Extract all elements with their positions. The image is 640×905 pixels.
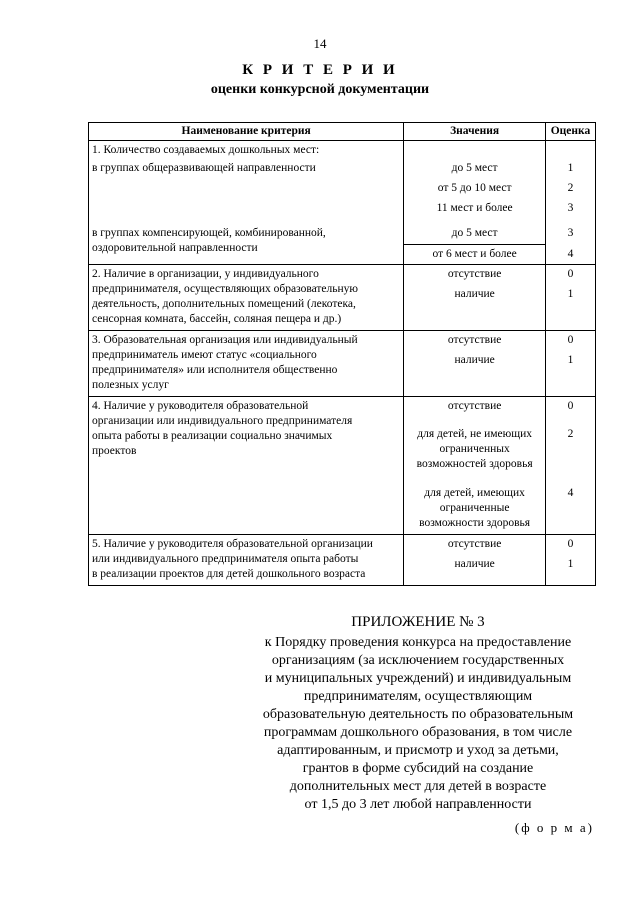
criterion-line: в группах компенсирующей, комбинированной, <box>92 227 326 239</box>
criterion-line: в реализации проектов для детей дошкольного возраста <box>92 568 366 580</box>
criterion-cell <box>89 535 404 586</box>
appendix-line: от 1,5 до 3 лет любой направленности <box>304 797 532 812</box>
criterion-cell <box>89 331 404 397</box>
criterion-line: проектов <box>92 445 137 457</box>
criterion-line: в группах общеразвивающей направленности <box>92 162 316 174</box>
score-item: 2 <box>567 182 574 194</box>
spacer <box>407 472 542 486</box>
score-cell <box>546 535 596 586</box>
criteria-table <box>88 122 596 586</box>
header-values: Значения <box>404 123 546 141</box>
value-item: возможности здоровья <box>419 517 531 529</box>
values-cell <box>404 224 546 265</box>
value-item: наличие <box>454 558 495 570</box>
score-item: 4 <box>567 248 574 260</box>
header-score: Оценка <box>546 123 596 141</box>
value-item: до 5 мест <box>451 162 498 174</box>
value-item: ограниченных <box>439 443 510 455</box>
value-item: отсутствие <box>447 334 502 346</box>
value-item: от 6 мест и более <box>404 244 545 264</box>
criterion-cell <box>89 224 404 265</box>
values-cell <box>404 331 546 397</box>
values-cell <box>404 535 546 586</box>
criterion-line: опыта работы в реализации социально значимых <box>92 430 333 442</box>
score-cell <box>546 331 596 397</box>
document-title: К Р И Т Е Р И И <box>242 62 398 78</box>
table-row <box>89 265 596 331</box>
criterion-line: организации или индивидуального предпринимателя <box>92 415 353 427</box>
score-item: 1 <box>567 354 574 366</box>
value-item: наличие <box>454 354 495 366</box>
score-cell <box>546 141 596 225</box>
criterion-cell <box>89 141 404 225</box>
criterion-line: 1. Количество создаваемых дошкольных мест: <box>92 144 320 156</box>
score-item: 1 <box>567 558 574 570</box>
appendix-line: грантов в форме субсидий на создание <box>302 761 534 776</box>
value-item: отсутствие <box>447 400 502 412</box>
value-item: 11 мест и более <box>436 202 513 214</box>
criterion-line: деятельность, дополнительных помещений (лекотека, <box>92 298 356 310</box>
document-subtitle: оценки конкурсной документации <box>210 82 430 97</box>
appendix-line: и муниципальных учреждений) и индивидуальным <box>264 671 572 686</box>
criterion-line: предпринимателя, осуществляющих образовательную <box>92 283 359 295</box>
value-item: возможностей здоровья <box>416 458 533 470</box>
appendix-line: образовательную деятельность по образовательным <box>262 707 574 722</box>
value-item: отсутствие <box>447 538 502 550</box>
criterion-cell <box>89 397 404 535</box>
score-cell <box>546 224 596 265</box>
score-item: 3 <box>567 227 574 239</box>
table-row <box>89 331 596 397</box>
criterion-line: предприниматель имеют статус «социального <box>92 349 317 361</box>
values-cell <box>404 397 546 535</box>
score-cell <box>546 265 596 331</box>
score-item: 4 <box>567 487 574 499</box>
score-cell <box>546 397 596 535</box>
table-row <box>89 397 596 535</box>
value-item: наличие <box>454 288 495 300</box>
header-criterion: Наименование критерия <box>89 123 404 141</box>
value-item: для детей, имеющих <box>424 487 525 499</box>
value-item: для детей, не имеющих <box>417 428 532 440</box>
appendix-line: к Порядку проведения конкурса на предоставление <box>264 635 572 650</box>
table-header-row <box>89 123 596 141</box>
table-row <box>89 141 596 225</box>
value-item: до 5 мест <box>451 227 498 239</box>
score-item: 1 <box>567 288 574 300</box>
score-item: 2 <box>567 428 574 440</box>
appendix-line: адаптированным, и присмотр и уход за детьми, <box>277 743 559 758</box>
criterion-line: 2. Наличие в организации, у индивидуального <box>92 268 319 280</box>
score-item: 0 <box>567 538 574 550</box>
appendix-line: предпринимателям, осуществляющим <box>303 689 533 704</box>
appendix-title: ПРИЛОЖЕНИЕ № 3 <box>351 614 485 630</box>
value-item: ограниченные <box>439 502 510 514</box>
score-item: 0 <box>567 334 574 346</box>
value-item: от 5 до 10 мест <box>437 182 512 194</box>
appendix-line: программам дошкольного образования, в том числе <box>263 725 573 740</box>
criterion-line: или индивидуального предпринимателя опыта работы <box>92 553 359 565</box>
criterion-line: полезных услуг <box>92 379 169 391</box>
form-label: (ф о р м а) <box>514 820 594 835</box>
table-row <box>89 535 596 586</box>
appendix-line: дополнительных мест для детей в возрасте <box>289 779 547 794</box>
criterion-line: 4. Наличие у руководителя образовательной <box>92 400 309 412</box>
criterion-cell <box>89 265 404 331</box>
criterion-line: предпринимателя» или исполнителя общественно <box>92 364 338 376</box>
criterion-line: сенсорная комната, бассейн, соляная пещера и др.) <box>92 313 342 325</box>
score-item: 0 <box>567 268 574 280</box>
values-cell <box>404 141 546 225</box>
score-item: 1 <box>567 162 574 174</box>
score-item: 3 <box>567 202 574 214</box>
page-number: 14 <box>313 36 327 51</box>
score-item: 0 <box>567 400 574 412</box>
values-cell <box>404 265 546 331</box>
appendix-body <box>248 634 588 814</box>
criterion-line: 3. Образовательная организация или индивидуальный <box>92 334 358 346</box>
table-row <box>89 224 596 265</box>
value-item: отсутствие <box>447 268 502 280</box>
criterion-line: оздоровительной направленности <box>92 242 258 254</box>
criterion-line: 5. Наличие у руководителя образовательной организации <box>92 538 373 550</box>
appendix-line: организациям (за исключением государственных <box>271 653 565 668</box>
